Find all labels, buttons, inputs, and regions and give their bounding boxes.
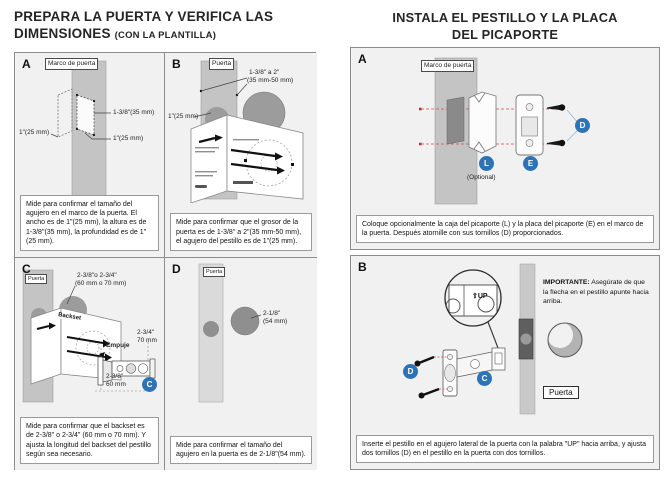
dim-width: 1"(25 mm) (113, 135, 144, 142)
latch-case (469, 92, 496, 153)
bore-hole (231, 307, 259, 335)
mortise-plate-outline (77, 95, 94, 135)
door-thickness-diagram (165, 53, 317, 203)
screw-icon (415, 357, 440, 399)
cell-d (165, 258, 317, 470)
step-b-caption: Mide para confirmar que el grosor de la puerta es de 1-3/8" a 2"(35 mm-50 mm), el agujero del pestillo es de 1"(25 mm). (170, 213, 312, 251)
step-c-caption: Mide para confirmar que el backset es de 2-3/8" o 2-3/4" (60 mm o 70 mm). Y ajusta la longitud del backset del pestillo según sea necesario. (20, 417, 159, 464)
door-tag: Puerta (25, 274, 47, 284)
magnifier-pointer (488, 322, 498, 348)
important-bold: IMPORTANTE: (543, 279, 590, 286)
backset-label: Backset (57, 312, 82, 322)
left-title-line2: DIMENSIONES (14, 26, 111, 42)
push-label: Empuje (106, 342, 130, 349)
right-title-line1: INSTALA EL PESTILLO Y LA PLACA (392, 10, 618, 25)
optional-label: (Optional) (467, 174, 496, 181)
cell-a (15, 53, 165, 258)
right-title-line2: DEL PICAPORTE (451, 26, 559, 42)
right-b-caption: Inserte el pestillo en el agujero lateral de la puerta con la palabra "UP" hacia arriba, y ajusta dos tornillos (D) en el pestillo en la puerta con dos tornillos. (356, 435, 654, 463)
part-badge-c: C (142, 377, 157, 392)
step-d-caption: Mide para confirmar el tamaño del agujero en la puerta es de 2-1/8"(54 mm). (170, 436, 312, 464)
magnifier-content (446, 285, 497, 316)
door-frame-tag: Marco de puerta (45, 58, 98, 70)
part-badge-e: E (523, 156, 538, 171)
door-frame-tag: Marco de puerta (421, 60, 474, 72)
door-tag: Puerta (203, 267, 225, 277)
latch-assembly (443, 348, 505, 396)
right-section-b (350, 255, 660, 470)
important-note (543, 278, 651, 307)
door-tag: Puerta (209, 58, 234, 70)
mark (244, 159, 247, 162)
template-left-face (191, 115, 227, 203)
leader-depth (51, 134, 58, 137)
right-a-caption: Coloque opcionalmente la caja del picaporte (L) y la placa del picaporte (E) en el marco de la puerta. Después atornille con sus tornillos (D) proporcionados. (356, 215, 654, 243)
hole-on-door (203, 321, 219, 337)
left-title-note: (CON LA PLANTILLA) (114, 30, 217, 42)
strike-plate-diagram (351, 48, 659, 206)
mark (291, 163, 294, 166)
left-grid (14, 52, 316, 470)
left-title-line1: PREPARA LA PUERTA Y VERIFICA LAS (14, 9, 274, 24)
dim-height: 1-3/8"(35 mm) (113, 109, 155, 116)
dim-thickness-1: 1-3/8" a 2" (249, 69, 280, 76)
important-text: Asegúrate de que la flecha en el pestillo apunte hacia arriba. (543, 279, 649, 306)
dim-60a: 2-3/8" (106, 373, 124, 380)
door-frame-hole-diagram (15, 53, 165, 198)
dim-bore-2: (54 mm) (263, 318, 288, 325)
part-badge-c: C (477, 371, 492, 386)
bore-hole-diagram (165, 258, 317, 408)
template-right-face (227, 115, 303, 199)
dim-60b: 60 mm (106, 381, 126, 388)
dim-70b: 70 mm (137, 337, 157, 344)
dim-depth: 1"(25 mm) (19, 129, 50, 136)
dim-backset-1: 2-3/8"o 2-3/4" (77, 272, 117, 279)
right-panel-title (350, 10, 660, 43)
template-left-face (31, 308, 61, 384)
part-badge-d: D (575, 118, 590, 133)
part-badge-l: L (479, 156, 494, 171)
dim-backset-2: (60 mm o 70 mm) (75, 280, 127, 287)
step-d-label: D (172, 262, 181, 276)
part-badge-d: D (403, 364, 418, 379)
step-b-label: B (358, 260, 367, 274)
dim-bore-1: 2-1/8" (263, 310, 281, 317)
cell-c (15, 258, 165, 470)
dot (419, 143, 422, 146)
left-panel-title (14, 8, 314, 43)
up-marking: ⇧UP (472, 293, 488, 300)
dim-thickness-2: (35 mm-50 mm) (247, 77, 294, 84)
strike-plate (516, 95, 543, 155)
step-c-label: C (22, 262, 31, 276)
cell-b (165, 53, 317, 258)
right-section-a (350, 47, 660, 250)
mortise (447, 97, 464, 144)
step-a-caption: Mide para confirmar el tamaño del agujero en el marco de la puerta. El ancho es de 1"(25 mm), la altura es de 1-3/8"(35 mm), la profundidad es de 1"(25 mm). (20, 195, 159, 251)
screw-icon (547, 104, 565, 146)
dim-latch-hole: 1"(25 mm) (168, 113, 199, 120)
bore-hole-highlight (547, 322, 573, 348)
latch-hole (521, 334, 532, 345)
dot (419, 108, 422, 111)
step-a-label: A (22, 57, 31, 71)
step-b-label: B (172, 57, 181, 71)
door-tag: Puerta (543, 386, 579, 399)
step-a-label: A (358, 52, 367, 66)
mortise-depth-outline (58, 89, 72, 137)
dim-70a: 2-3/4" (137, 329, 155, 336)
